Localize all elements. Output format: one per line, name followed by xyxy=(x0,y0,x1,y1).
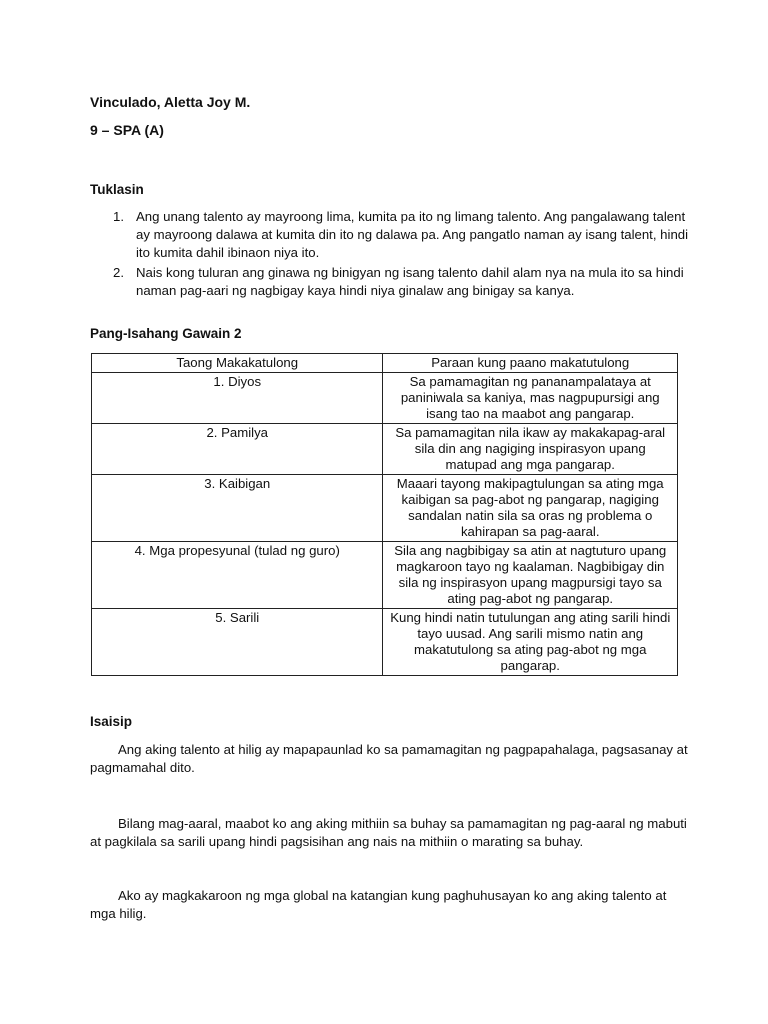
item-number: 2. xyxy=(113,265,124,280)
table-row xyxy=(92,475,678,542)
isaisip-paragraph: Ako ay magkakaroon ng mga global na katangian kung paghuhusayan ko ang aking talento at mga hilig. xyxy=(90,888,667,921)
table-cell: 1. Diyos xyxy=(92,373,383,424)
gawain-heading: Pang-Isahang Gawain 2 xyxy=(90,326,242,341)
tuklasin-heading: Tuklasin xyxy=(90,182,144,197)
class-section: 9 – SPA (A) xyxy=(90,122,164,138)
isaisip-heading: Isaisip xyxy=(90,714,133,729)
table-cell: Maaari tayong makipagtulungan sa ating mga kaibigan sa pag-abot ng pangarap, nagiging sandalan natin sila sa oras ng problema o kahirapan sa pag-aaral. xyxy=(383,475,678,542)
isaisip-paragraph: Ang aking talento at hilig ay mapapaunlad ko sa pamamagitan ng pagpapahalaga, pagsasanay at pagmamahal dito. xyxy=(90,742,688,775)
table-header-row xyxy=(92,354,678,373)
table-cell: Sa pamamagitan nila ikaw ay makakapag-aral sila din ang nagiging inspirasyon upang matupad ang mga pangarap. xyxy=(383,424,678,475)
table-cell: 4. Mga propesyunal (tulad ng guro) xyxy=(92,542,383,609)
gawain-table xyxy=(91,353,678,676)
table-row xyxy=(92,542,678,609)
table-row xyxy=(92,424,678,475)
item-text: Nais kong tuluran ang ginawa ng binigyan ng isang talento dahil alam nya na mula ito sa hindi naman pag-aari ng nagbigay kaya hindi niya ginalaw ang binigay sa kanya. xyxy=(136,265,684,298)
tuklasin-item xyxy=(90,264,690,300)
column-header: Taong Makakatulong xyxy=(92,354,383,373)
student-name: Vinculado, Aletta Joy M. xyxy=(90,94,251,110)
table-cell: 3. Kaibigan xyxy=(92,475,383,542)
item-text: Ang unang talento ay mayroong lima, kumita pa ito ng limang talento. Ang pangalawang talent ay mayroong dalawa at kumita din ito ng dalawa pa. Ang pangatlo naman ay isang talent, hindi ito kumita dahil ibinaon niya ito. xyxy=(136,209,689,260)
table-cell: Sa pamamagitan ng pananampalataya at paniniwala sa kaniya, mas nagpupursigi ang isang tao na maabot ang pangarap. xyxy=(383,373,678,424)
isaisip-paragraph: Bilang mag-aaral, maabot ko ang aking mithiin sa buhay sa pamamagitan ng pag-aaral ng mabuti at pagkilala sa sarili upang hindi pagsisihan ang nais na mithiin o marating sa buhay. xyxy=(90,816,687,849)
table-cell: 5. Sarili xyxy=(92,609,383,676)
table-cell: Kung hindi natin tutulungan ang ating sarili hindi tayo uusad. Ang sarili mismo natin ang makatutulong sa ating pag-abot ng mga pangarap. xyxy=(383,609,678,676)
table-row xyxy=(92,373,678,424)
table-cell: 2. Pamilya xyxy=(92,424,383,475)
column-header: Paraan kung paano makatutulong xyxy=(383,354,678,373)
table-cell: Sila ang nagbibigay sa atin at nagtuturo upang magkaroon tayo ng kaalaman. Nagbibigay din sila ng inspirasyon upang magpursigi tayo sa ating pag-abot ng pangarap. xyxy=(383,542,678,609)
item-number: 1. xyxy=(113,209,124,224)
tuklasin-list xyxy=(90,208,690,302)
table-row xyxy=(92,609,678,676)
tuklasin-item xyxy=(90,208,690,262)
